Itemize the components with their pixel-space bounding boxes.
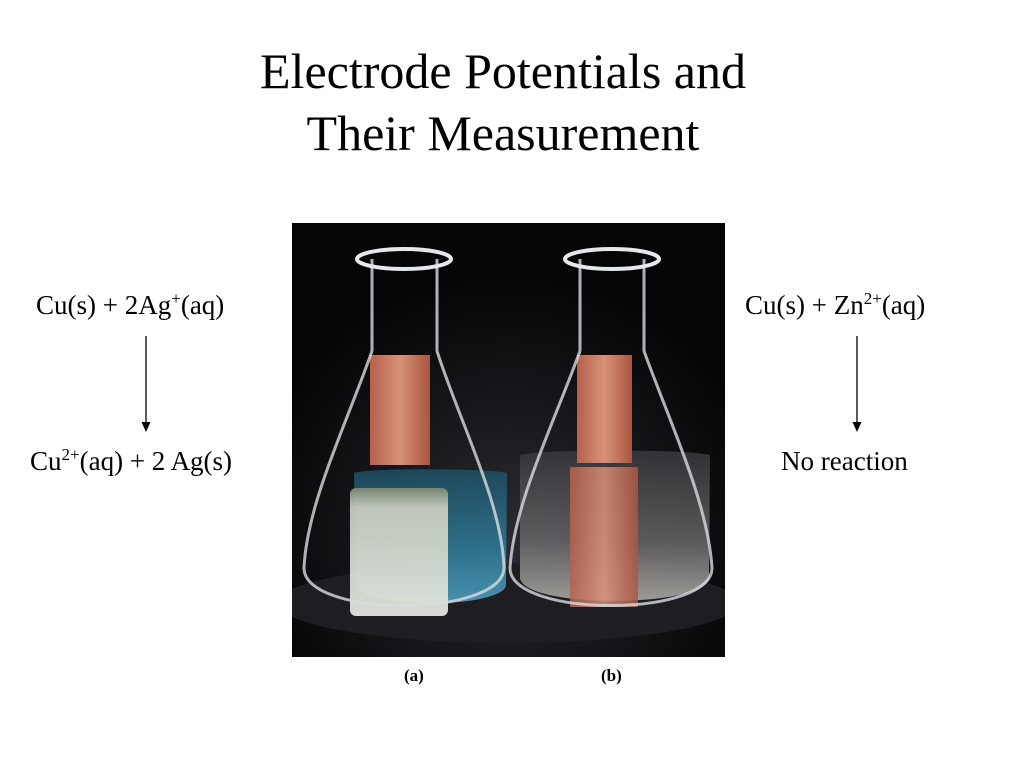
zinc-ion-charge: 2+ [863, 289, 882, 308]
caption-b: (b) [601, 666, 622, 685]
left-products-equation [30, 446, 232, 477]
flasks-photo [292, 223, 725, 657]
right-reactants-text: Cu(s) + Zn [745, 290, 864, 320]
slide-title [0, 40, 1006, 164]
copper-strip-b-submerged [570, 467, 638, 607]
copper-ion-charge: 2+ [61, 445, 80, 464]
left-products-text: (aq) + 2 Ag(s) [79, 446, 233, 476]
right-products-equation: No reaction [781, 446, 908, 476]
right-reactants-state: (aq) [881, 290, 926, 320]
right-reaction-arrow [850, 336, 864, 434]
left-reaction-arrow [139, 336, 153, 434]
copper-strip-a [370, 355, 430, 465]
silver-crystal-growth [350, 488, 448, 616]
title-line-2: Their Measurement [306, 105, 700, 161]
caption-a: (a) [404, 666, 424, 685]
left-reactants-text: Cu(s) + 2Ag [36, 290, 172, 320]
left-reactants-equation [36, 290, 224, 321]
silver-ion-charge: + [171, 289, 181, 308]
title-line-1: Electrode Potentials and [260, 43, 746, 99]
left-reactants-state: (aq) [180, 290, 225, 320]
right-reactants-equation [745, 290, 925, 321]
copper-ion-symbol: Cu [30, 446, 62, 476]
copper-strip-b-upper [577, 355, 632, 463]
